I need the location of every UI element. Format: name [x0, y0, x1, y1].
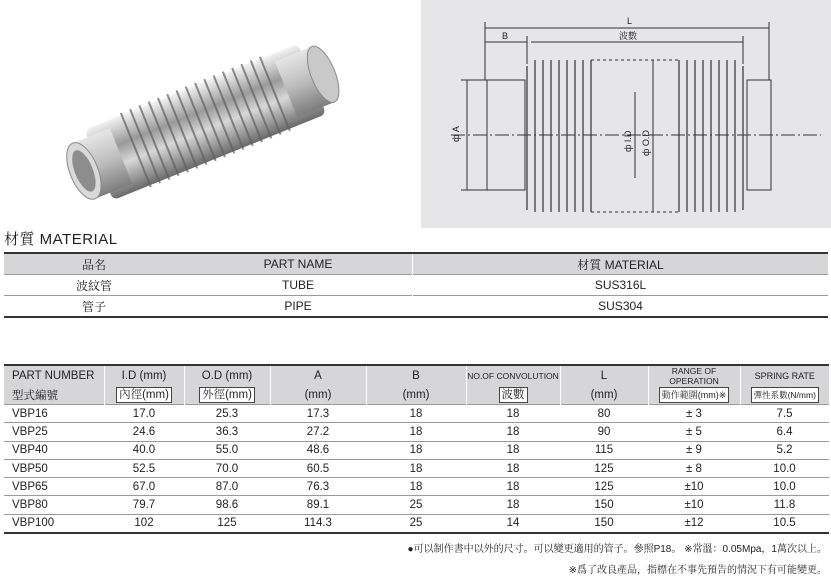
material-cell: SUS316L — [413, 275, 829, 296]
material-cell: TUBE — [184, 275, 413, 296]
spec-cell: 150 — [560, 496, 648, 514]
dim-phiOD-label: ф O.D — [641, 130, 651, 156]
section-title: 材質 MATERIAL — [4, 231, 118, 248]
spec-cell: 18 — [466, 459, 560, 477]
spec-cell: 80 — [560, 405, 648, 423]
part-number-cell: VBP16 — [4, 405, 104, 423]
spec-cell: ±12 — [648, 514, 740, 533]
header-b-unit: (mm) — [366, 386, 466, 405]
spec-cell: 18 — [366, 405, 466, 423]
part-number-cell: VBP25 — [4, 423, 104, 441]
spec-cell: 18 — [366, 459, 466, 477]
spec-cell: 114.3 — [270, 514, 366, 533]
header-l-unit: (mm) — [560, 386, 648, 405]
material-table — [4, 252, 828, 318]
spec-cell: 11.8 — [740, 496, 829, 514]
spec-cell: 25 — [366, 496, 466, 514]
header-id-zh: 內徑(mm) — [116, 387, 172, 403]
table-row — [4, 514, 829, 533]
table-row — [4, 275, 828, 296]
spec-cell: 90 — [560, 423, 648, 441]
spec-cell: 125 — [184, 514, 270, 533]
spec-cell: 5.2 — [740, 441, 829, 459]
spec-cell: 6.4 — [740, 423, 829, 441]
spec-cell: ±10 — [648, 496, 740, 514]
spec-cell: 55.0 — [184, 441, 270, 459]
spec-cell: 79.7 — [104, 496, 184, 514]
table-row — [4, 423, 829, 441]
spec-cell: 18 — [466, 423, 560, 441]
spec-cell: 18 — [366, 441, 466, 459]
spec-header-row-zh — [4, 386, 829, 405]
bellows-photo — [60, 20, 360, 220]
dim-B-label: B — [502, 31, 509, 41]
spec-cell: 125 — [560, 459, 648, 477]
spec-cell: ± 5 — [648, 423, 740, 441]
header-convolution: NO.OF CONVOLUTION — [466, 365, 560, 386]
header-material: 材質 MATERIAL — [413, 253, 829, 275]
spec-header-row-en — [4, 365, 829, 386]
spec-cell: 89.1 — [270, 496, 366, 514]
spec-cell: 18 — [366, 423, 466, 441]
header-part-number-zh: 型式編號 — [4, 386, 104, 405]
table-row — [4, 459, 829, 477]
part-number-cell: VBP40 — [4, 441, 104, 459]
material-cell: PIPE — [184, 296, 413, 318]
spec-cell: 52.5 — [104, 459, 184, 477]
spec-cell: 25 — [366, 514, 466, 533]
spec-cell: 70.0 — [184, 459, 270, 477]
header-od: O.D (mm) — [184, 365, 270, 386]
spec-cell: 98.6 — [184, 496, 270, 514]
header-part-number: PART NUMBER — [4, 365, 104, 386]
spec-cell: 76.3 — [270, 478, 366, 496]
spec-cell: 60.5 — [270, 459, 366, 477]
header-range-zh: 動作範圍(mm)※ — [659, 387, 730, 403]
spec-cell: 7.5 — [740, 405, 829, 423]
part-number-cell: VBP80 — [4, 496, 104, 514]
spec-cell: 17.0 — [104, 405, 184, 423]
spec-cell: 14 — [466, 514, 560, 533]
spec-cell: 10.0 — [740, 478, 829, 496]
spec-cell: 125 — [560, 478, 648, 496]
part-number-cell: VBP100 — [4, 514, 104, 533]
spec-cell: 115 — [560, 441, 648, 459]
spec-cell: 87.0 — [184, 478, 270, 496]
spec-cell: 18 — [466, 496, 560, 514]
material-cell: 波紋管 — [4, 275, 184, 296]
table-row — [4, 296, 828, 318]
header-spring-rate: SPRING RATE — [740, 365, 829, 386]
header-id: I.D (mm) — [104, 365, 184, 386]
spec-cell: 27.2 — [270, 423, 366, 441]
header-range: RANGE OF OPERATION — [648, 365, 740, 386]
spec-cell: 24.6 — [104, 423, 184, 441]
table-row — [4, 405, 829, 423]
footnote-2: ※爲了改良產品，指標在不事先預告的情況下有可能變更。 — [568, 565, 827, 576]
header-b: B — [366, 365, 466, 386]
header-l: L — [560, 365, 648, 386]
footnote-1: ●可以制作書中以外的尺寸。可以變更適用的管子。參照P18。 ※常溫：0.05Mpa，1萬次以上。 — [407, 544, 827, 555]
spec-cell: 18 — [366, 478, 466, 496]
header-od-zh: 外徑(mm) — [199, 387, 255, 403]
technical-drawing — [421, 0, 831, 228]
spec-cell: ± 8 — [648, 459, 740, 477]
material-cell: SUS304 — [413, 296, 829, 318]
header-a-unit: (mm) — [270, 386, 366, 405]
spec-cell: 150 — [560, 514, 648, 533]
header-a: A — [270, 365, 366, 386]
dim-phiID-label: ф I.D — [623, 130, 633, 152]
spec-cell: 102 — [104, 514, 184, 533]
spec-cell: 18 — [466, 441, 560, 459]
spec-cell: 18 — [466, 405, 560, 423]
header-item-name: 品名 — [4, 253, 184, 275]
material-header-row — [4, 253, 828, 275]
table-row — [4, 441, 829, 459]
spec-table — [4, 364, 829, 534]
spec-cell: 40.0 — [104, 441, 184, 459]
part-number-cell: VBP50 — [4, 459, 104, 477]
spec-cell: 17.3 — [270, 405, 366, 423]
spec-cell: 10.5 — [740, 514, 829, 533]
dim-convolution-label: 波數 — [619, 31, 638, 41]
spec-cell: ±10 — [648, 478, 740, 496]
spec-cell: 10.0 — [740, 459, 829, 477]
part-number-cell: VBP65 — [4, 478, 104, 496]
spec-cell: 48.6 — [270, 441, 366, 459]
spec-table-body — [4, 405, 829, 534]
spec-cell: 67.0 — [104, 478, 184, 496]
spec-cell: 18 — [466, 478, 560, 496]
spec-cell: ± 9 — [648, 441, 740, 459]
header-part-name: PART NAME — [184, 253, 413, 275]
spec-cell: ± 3 — [648, 405, 740, 423]
spec-cell: 36.3 — [184, 423, 270, 441]
table-row — [4, 496, 829, 514]
dim-phiA-label: ф A — [451, 126, 461, 142]
material-cell: 管子 — [4, 296, 184, 318]
header-convolution-zh: 波數 — [499, 387, 528, 403]
dim-L-label: L — [627, 16, 633, 26]
header-spring-rate-zh: 彈性系數(N/mm) — [751, 387, 819, 403]
table-row — [4, 478, 829, 496]
spec-cell: 25.3 — [184, 405, 270, 423]
